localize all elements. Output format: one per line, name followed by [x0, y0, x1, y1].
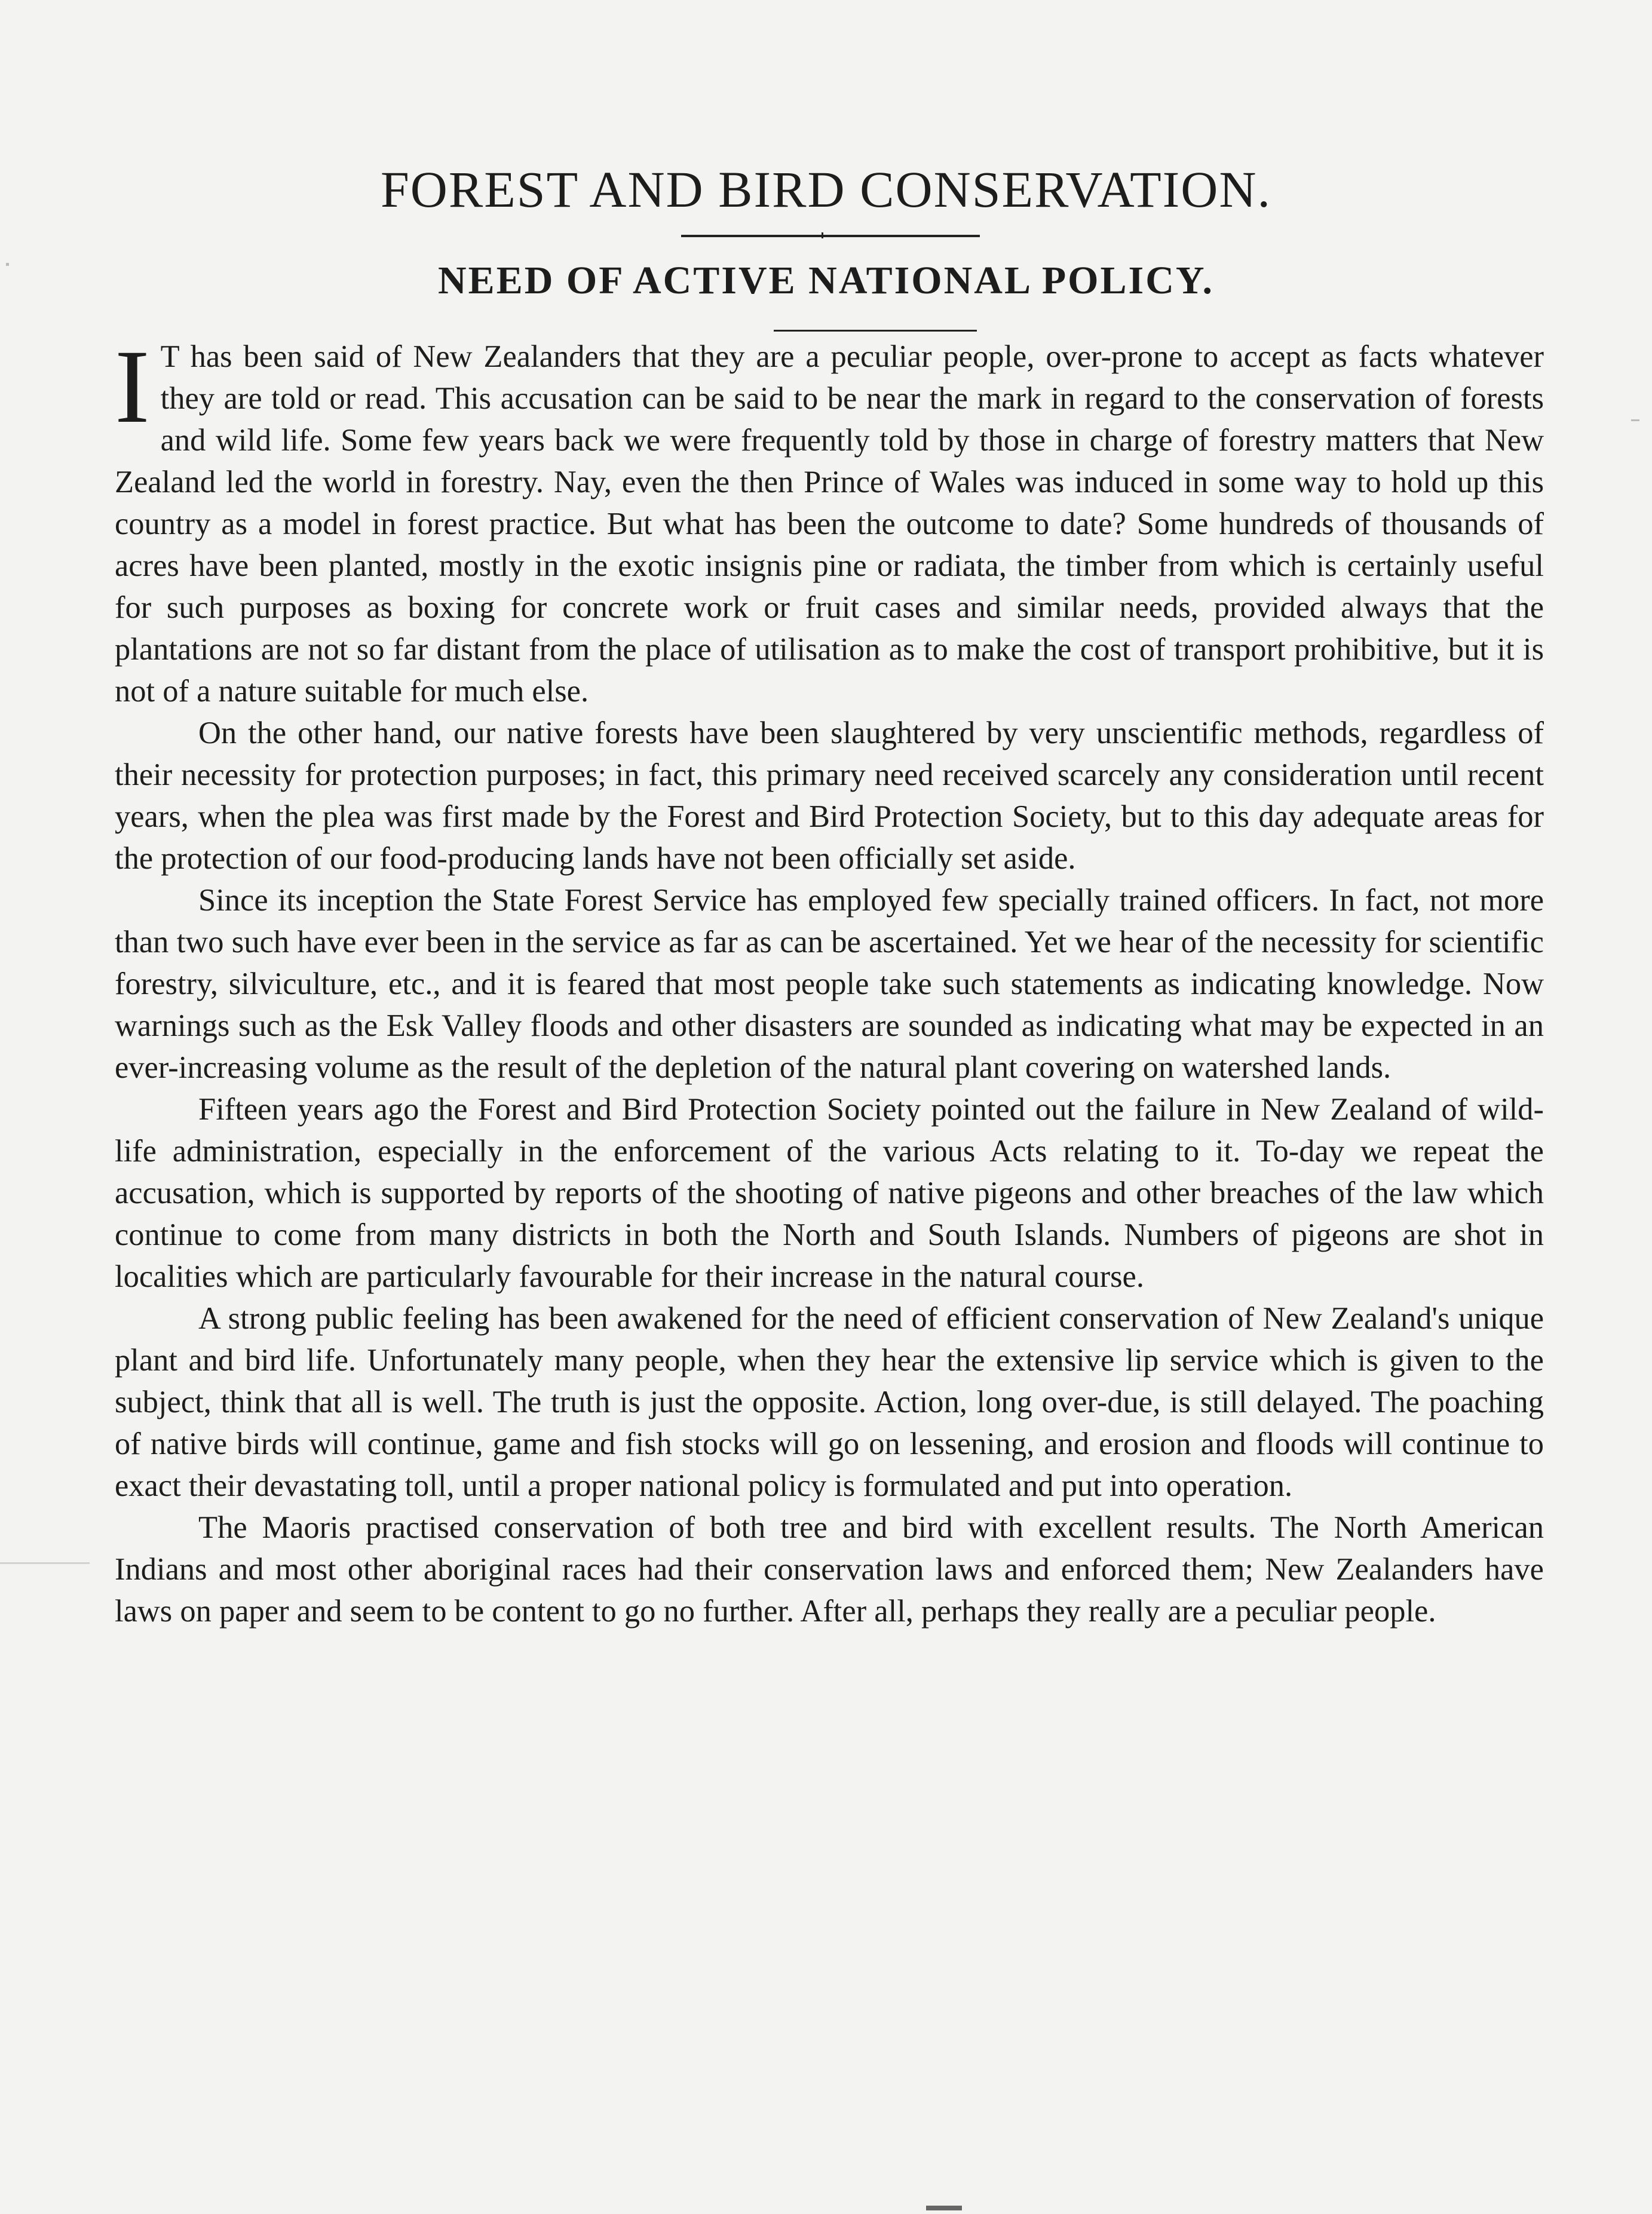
subtitle-divider [774, 330, 977, 332]
paragraph-2: On the other hand, our native forests have been slaughtered by very unscientific methods, regardless of their necessity for protection purposes; in fact, this primary need received scarcely any consideration until recent years, when the plea was first made by the Forest and Bird Protection Society, but to this day adequate areas for the protection of our food-producing lands have not been officially set aside. [115, 716, 1544, 876]
paragraph-4: Fifteen years ago the Forest and Bird Protection Society pointed out the failure in New Zealand of wild-life administration, especially in the enforcement of the various Acts relating to it. To-day we repeat the accusation, which is supported by reports of the shooting of native pigeons and other breaches of the law which continue to come from many districts in both the North and South Islands. Numbers of pigeons are shot in localities which are particularly favourable for their increase in the natural course. [115, 1092, 1544, 1294]
paragraph-1 [115, 329, 1544, 712]
paper-speck [6, 263, 9, 266]
article-subtitle: NEED OF ACTIVE NATIONAL POLICY. [438, 259, 1214, 302]
paper-speck [0, 1562, 90, 1564]
title-divider-center-mark [822, 232, 823, 238]
drop-cap: I [115, 329, 150, 445]
title-divider [681, 235, 980, 237]
paper-speck [1631, 419, 1639, 421]
paragraph-6: The Maoris practised conservation of both tree and bird with excellent results. The North American Indians and most other aboriginal races had their conservation laws and enforced them; New Zealanders have laws on paper and seem to be content to go no further. After all, perhaps they really are a peculiar people. [115, 1510, 1544, 1629]
article-title: FOREST AND BIRD CONSERVATION. [380, 161, 1272, 218]
article-body [115, 329, 1544, 1632]
paragraph-1-text: T has been said of New Zealanders that they are a peculiar people, over-prone to accept as facts whatever they are told or read. This accusation can be said to be near the mark in regard to the conservation of forests and wild life. Some few years back we were frequently told by those in charge of forestry matters that New Zealand led the world in forestry. Nay, even the then Prince of Wales was induced in some way to hold up this country as a model in forest practice. But what has been the outcome to date? Some hundreds of thousands of acres have been planted, mostly in the exotic insignis pine or radiata, the timber from which is certainly useful for such purposes as boxing for concrete work or fruit cases and similar needs, provided always that the plantations are not so far distant from the place of utilisation as to make the cost of transport prohibitive, but it is not of a nature suitable for much else. [115, 339, 1544, 709]
paragraph-3: Since its inception the State Forest Service has employed few specially trained officers. In fact, not more than two such have ever been in the service as far as can be ascertained. Yet we hear of the necessity for scientific forestry, silviculture, etc., and it is feared that most people take such statements as indicating knowledge. Now warnings such as the Esk Valley floods and other disasters are sounded as indicating what may be expected in an ever-increasing volume as the result of the depletion of the natural plant covering on watershed lands. [115, 883, 1544, 1085]
paper-speck [926, 2206, 962, 2210]
paragraph-5: A strong public feeling has been awakened for the need of efficient conservation of New Zealand's unique plant and bird life. Unfortunately many people, when they hear the extensive lip service which is given to the subject, think that all is well. The truth is just the opposite. Action, long over-due, is still delayed. The poaching of native birds will continue, game and fish stocks will go on lessening, and erosion and floods will continue to exact their devastating toll, until a proper national policy is formulated and put into operation. [115, 1301, 1544, 1503]
